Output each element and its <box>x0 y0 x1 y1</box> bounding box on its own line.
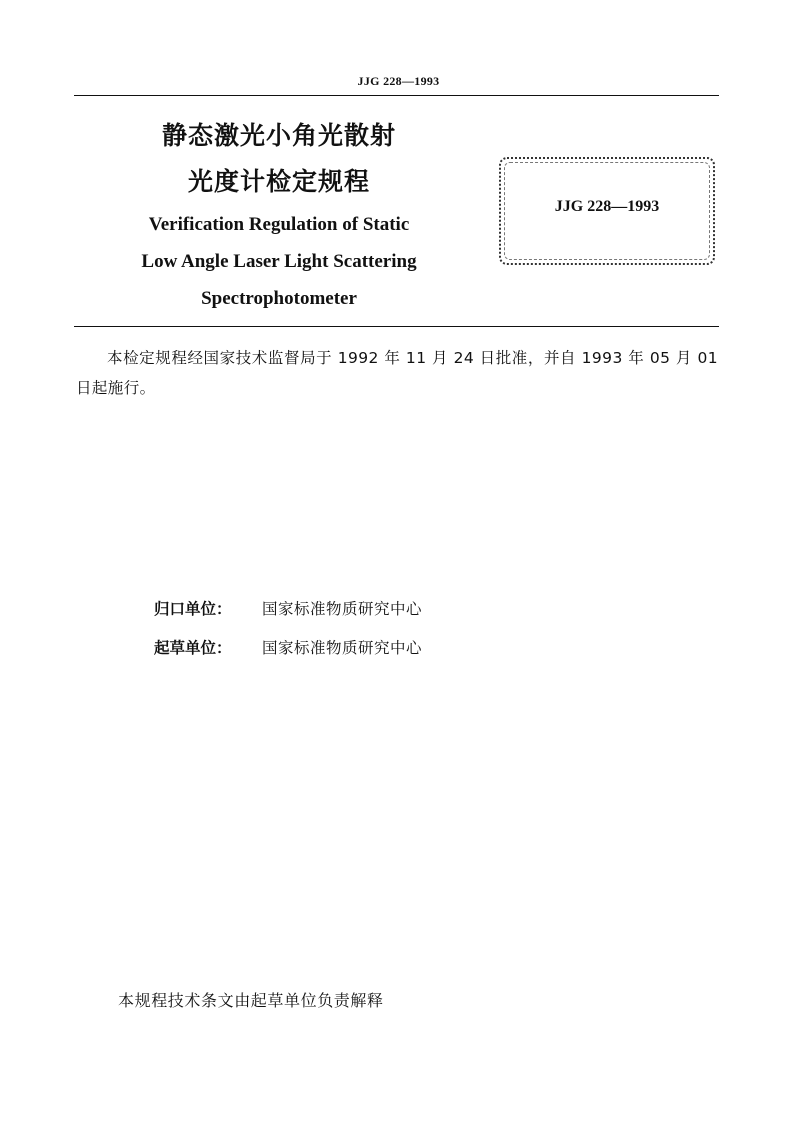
interpretation-note: 本规程技术条文由起草单位负责解释 <box>118 991 384 1010</box>
code-box <box>499 157 715 265</box>
title-zh-line-1: 静态激光小角光散射 <box>161 121 396 150</box>
title-zh-line-2: 光度计检定规程 <box>187 167 370 196</box>
org-label: 起草单位： <box>154 639 232 657</box>
org-value: 国家标准物质研究中心 <box>262 600 423 618</box>
title-block <box>74 116 484 317</box>
running-header: JJG 228—1993 <box>357 74 440 88</box>
org-line-drafting <box>154 636 422 658</box>
org-line-responsible <box>154 597 422 619</box>
title-en-line-3: Spectrophotometer <box>201 288 357 309</box>
org-label: 归口单位： <box>154 600 232 618</box>
title-en-line-2: Low Angle Laser Light Scattering <box>141 251 417 272</box>
title-rule <box>74 326 719 327</box>
title-en-line-1: Verification Regulation of Static <box>148 214 410 235</box>
code-box-text: JJG 228—1993 <box>554 198 660 215</box>
header-rule <box>74 95 719 96</box>
org-value: 国家标准物质研究中心 <box>262 639 423 657</box>
approval-paragraph: 本检定规程经国家技术监督局于 1992 年 11 月 24 日批准，并自 1993 年 05 月 01 日起施行。 <box>76 349 718 397</box>
